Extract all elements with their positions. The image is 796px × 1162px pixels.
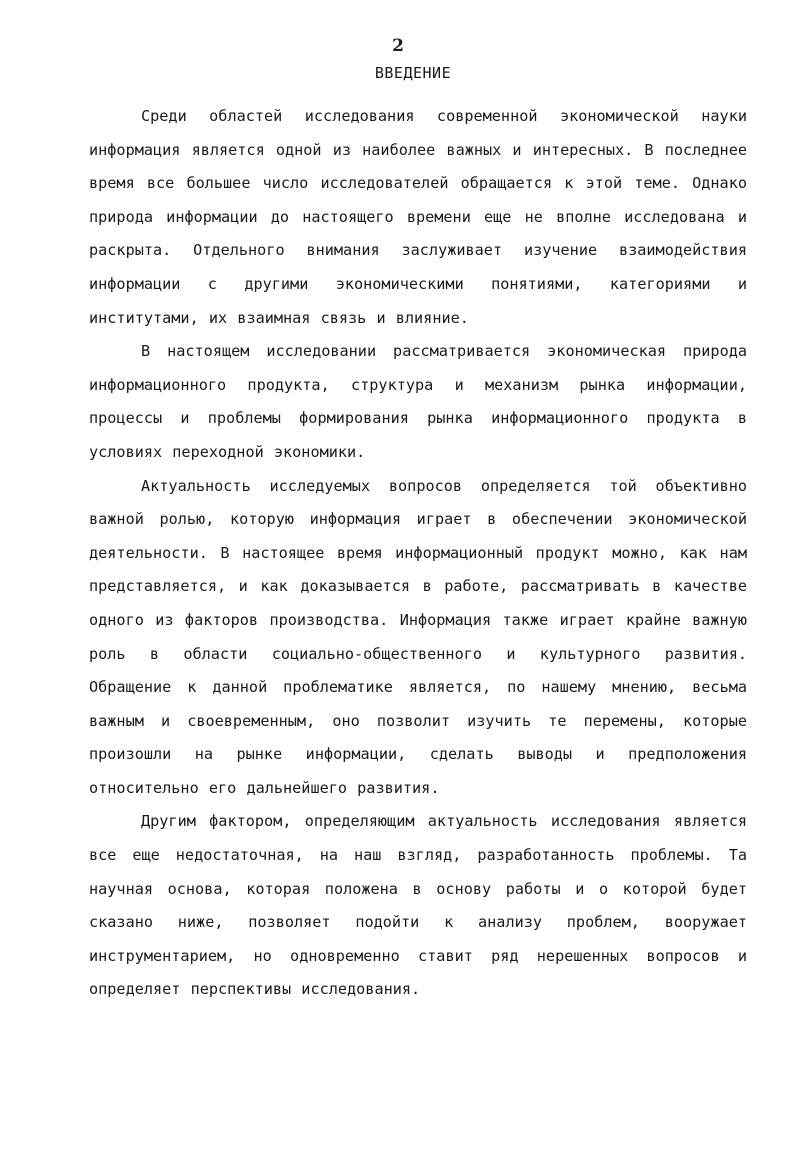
section-heading: ВВЕДЕНИЕ xyxy=(374,64,452,82)
paragraph-2: В настоящем исследовании рассматривается экономическая природа информационного продукта, структура и механизм рынка информации, процессы и проблемы формирования рынка информационного продукта в условиях переходной экономики. xyxy=(89,342,747,461)
page-number: 2 xyxy=(392,36,404,56)
paragraph-1: Среди областей исследования современной экономической науки информация является одной из наиболее важных и интересных. В последнее время все большее число исследователей обращается к этой теме. Однако природа информации до настоящего времени еще не вполне исследована и раскрыта. Отдельного внимания заслуживает изучение взаимодействия информации с другими экономическими понятиями, категориями и институтами, их взаимная связь и влияние. xyxy=(89,107,747,327)
paragraph-4: Другим фактором, определяющим актуальность исследования является все еще недостаточная, на наш взгляд, разработанность проблемы. Та научная основа, которая положена в основу работы и о которой будет сказано ниже, позволяет подойти к анализу проблем, вооружает инструментарием, но одновременно ставит ряд нерешенных вопросов и определяет перспективы исследования. xyxy=(89,812,747,999)
paragraph-3: Актуальность исследуемых вопросов определяется той объективно важной ролью, которую информация играет в обеспечении экономической деятельности. В настоящее время информационный продукт можно, как нам представляется, и как доказывается в работе, рассматривать в качестве одного из факторов производства. Информация также играет крайне важную роль в области социально-общественного и культурного развития. Обращение к данной проблематике является, по нашему мнению, весьма важным и своевременным, оно позволит изучить те перемены, которые произошли на рынке информации, сделать выводы и предположения относительно его дальнейшего развития. xyxy=(89,476,747,797)
body-text xyxy=(89,100,747,1007)
